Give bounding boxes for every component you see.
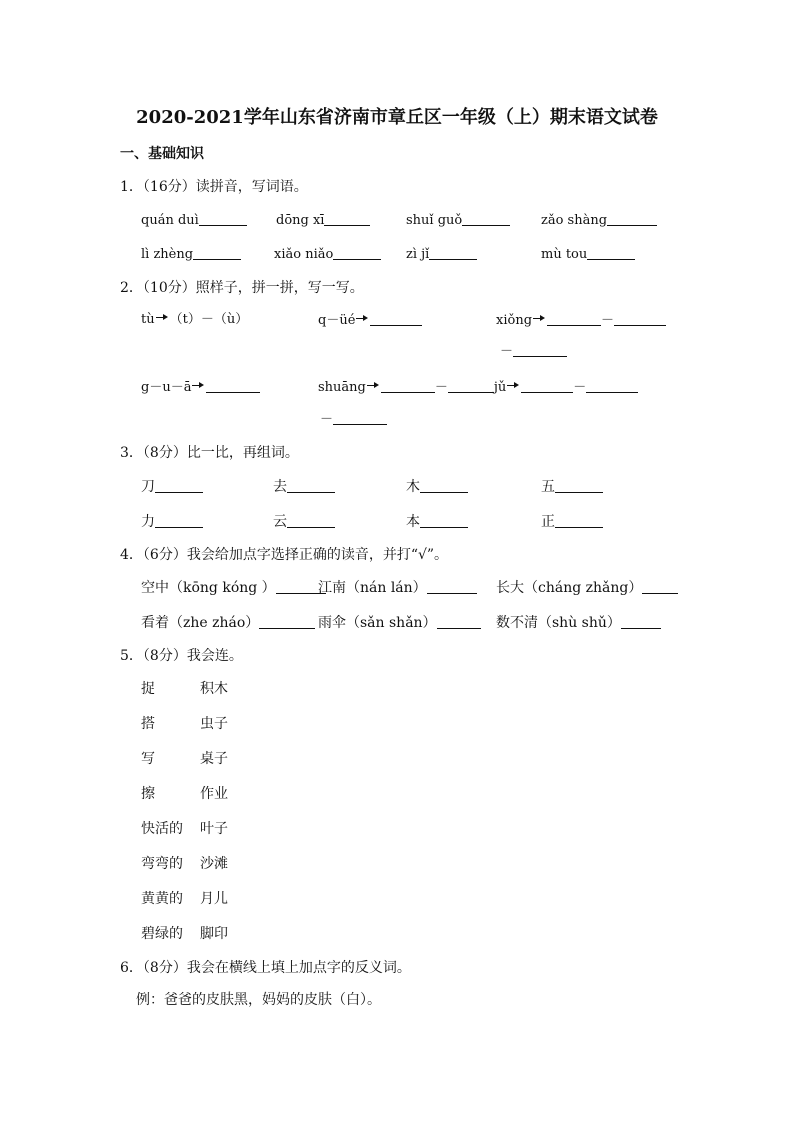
q3-item: 木 — [406, 478, 468, 496]
q2-item-e-cont: － — [320, 410, 387, 429]
match-left-item[interactable]: 弯弯的 — [141, 856, 183, 872]
match-right-item[interactable]: 桌子 — [200, 751, 228, 767]
page-title: 2020-2021学年山东省济南市章丘区一年级（上）期末语文试卷 — [136, 107, 658, 128]
answer-blank[interactable] — [586, 378, 638, 393]
arrow-icon — [192, 382, 204, 390]
answer-blank[interactable] — [155, 478, 203, 493]
question-3-stem: 3．（8分）比一比，再组词。 — [120, 445, 299, 461]
answer-blank[interactable] — [333, 245, 381, 260]
answer-blank[interactable] — [427, 579, 477, 594]
match-left-item[interactable]: 捉 — [141, 681, 155, 697]
q4-item: 江南（nán lán） — [318, 579, 477, 597]
answer-blank[interactable] — [155, 513, 203, 528]
q1-item — [541, 211, 657, 230]
answer-blank[interactable] — [324, 211, 370, 226]
answer-blank[interactable] — [555, 478, 603, 493]
pinyin: zǎo shàng — [541, 213, 608, 228]
match-right-item[interactable]: 脚印 — [200, 926, 228, 942]
match-right-item[interactable]: 月儿 — [200, 891, 228, 907]
arrow-icon — [367, 382, 379, 390]
answer-blank[interactable] — [429, 245, 477, 260]
answer-blank[interactable] — [199, 211, 247, 226]
q4-item: 看着（zhe zháo） — [141, 614, 315, 632]
q3-item: 五 — [541, 478, 603, 496]
answer-blank[interactable] — [333, 410, 387, 425]
match-left-item[interactable]: 黄黄的 — [141, 891, 183, 907]
answer-blank[interactable] — [193, 245, 241, 260]
match-right-item[interactable]: 作业 — [200, 786, 228, 802]
match-left-item[interactable]: 搭 — [141, 716, 155, 732]
answer-blank[interactable] — [513, 342, 567, 357]
section-heading: 一、基础知识 — [120, 146, 204, 162]
match-right-item[interactable]: 虫子 — [200, 716, 228, 732]
q4-item: 长大（cháng zhǎng） — [496, 579, 678, 597]
q2-item-b: xiǒng － — [496, 311, 666, 330]
answer-blank[interactable] — [587, 245, 635, 260]
question-6-stem: 6．（8分）我会在横线上填上加点字的反义词。 — [120, 960, 411, 976]
pinyin: quán duì — [141, 213, 199, 228]
answer-blank[interactable] — [547, 311, 601, 326]
q2-example: tù （t）－（ù） — [141, 312, 249, 327]
match-right-item[interactable]: 沙滩 — [200, 856, 228, 872]
answer-blank[interactable] — [555, 513, 603, 528]
match-left-item[interactable]: 碧绿的 — [141, 926, 183, 942]
q2-item-c: g－u－ā — [141, 378, 260, 397]
match-right-item[interactable]: 叶子 — [200, 821, 228, 837]
answer-blank[interactable] — [521, 378, 573, 393]
q3-item: 刀 — [141, 478, 203, 496]
pinyin: lì zhèng — [141, 247, 194, 262]
question-6-example: 例：爸爸的皮肤黑，妈妈的皮肤（白）。 — [136, 992, 381, 1008]
answer-blank[interactable] — [614, 311, 666, 326]
answer-blank[interactable] — [437, 614, 481, 629]
match-left-item[interactable]: 快活的 — [141, 821, 183, 837]
answer-blank[interactable] — [370, 311, 422, 326]
pinyin: zì jǐ — [406, 247, 430, 262]
question-5-stem: 5．（8分）我会连。 — [120, 648, 243, 664]
arrow-icon — [533, 315, 545, 323]
q3-item: 云 — [273, 513, 335, 531]
q1-item — [406, 211, 510, 230]
q1-item — [541, 245, 635, 264]
q4-item: 空中（kōng kóng ） — [141, 579, 326, 597]
q1-item — [141, 211, 247, 230]
pinyin: mù tou — [541, 247, 588, 262]
q4-item: 雨伞（sǎn shǎn） — [318, 614, 481, 632]
q3-item: 正 — [541, 513, 603, 531]
q2-item-a: q－üé — [318, 311, 422, 330]
q1-item — [406, 245, 477, 264]
answer-blank[interactable] — [642, 579, 678, 594]
match-right-item[interactable]: 积木 — [200, 681, 228, 697]
arrow-icon — [356, 315, 368, 323]
q4-item: 数不清（shù shǔ） — [496, 614, 661, 632]
q1-item — [274, 245, 381, 264]
answer-blank[interactable] — [420, 478, 468, 493]
pinyin: dōng xī — [276, 213, 325, 228]
answer-blank[interactable] — [621, 614, 661, 629]
answer-blank[interactable] — [607, 211, 657, 226]
answer-blank[interactable] — [206, 378, 260, 393]
match-left-item[interactable]: 写 — [141, 751, 155, 767]
pinyin: xiǎo niǎo — [274, 247, 334, 262]
arrow-icon — [156, 314, 168, 322]
answer-blank[interactable] — [462, 211, 510, 226]
answer-blank[interactable] — [287, 513, 335, 528]
question-2-stem: 2．（10分）照样子，拼一拼，写一写。 — [120, 280, 364, 296]
q3-item: 去 — [273, 478, 335, 496]
question-1-stem: 1．（16分）读拼音，写词语。 — [120, 179, 308, 195]
question-4-stem: 4．（6分）我会给加点字选择正确的读音，并打“√”。 — [120, 547, 449, 563]
arrow-icon — [507, 382, 519, 390]
q2-item-b-cont: － — [500, 342, 567, 361]
answer-blank[interactable] — [381, 378, 435, 393]
q1-item — [141, 245, 241, 264]
match-left-item[interactable]: 擦 — [141, 786, 155, 802]
answer-blank[interactable] — [420, 513, 468, 528]
q1-item — [276, 211, 370, 230]
q3-item: 本 — [406, 513, 468, 531]
answer-blank[interactable] — [259, 614, 315, 629]
q2-item-d: shuāng － jǔ － — [318, 378, 638, 397]
pinyin: shuǐ guǒ — [406, 213, 463, 228]
answer-blank[interactable] — [287, 478, 335, 493]
answer-blank[interactable] — [448, 378, 494, 393]
q3-item: 力 — [141, 513, 203, 531]
